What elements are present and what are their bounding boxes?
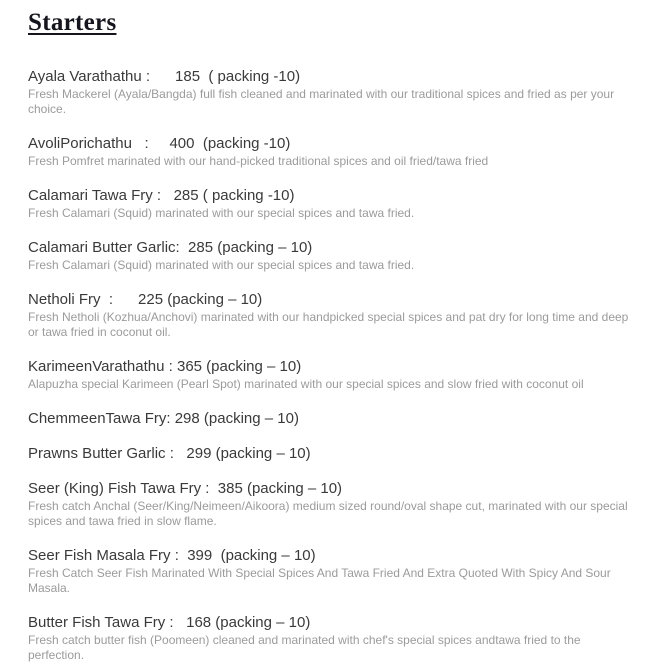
- menu-item-description: Alapuzha special Karimeen (Pearl Spot) marinated with our special spices and slow fried with coconut oil: [28, 377, 584, 391]
- menu-item-title: Seer (King) Fish Tawa Fry : 385 (packing – 10): [28, 480, 343, 497]
- menu-item-description: Fresh Calamari (Squid) marinated with our special spices and tawa fried.: [28, 258, 415, 272]
- menu-item: [28, 68, 630, 117]
- menu-item-title: ChemmeenTawa Fry: 298 (packing – 10): [28, 410, 299, 427]
- menu-item: [28, 239, 630, 273]
- menu-item: [28, 291, 630, 340]
- menu-item-title: AvoliPorichathu : 400 (packing -10): [28, 135, 291, 152]
- section-heading: Starters: [28, 9, 117, 36]
- menu-item: [28, 480, 630, 529]
- menu-item-title: Seer Fish Masala Fry : 399 (packing – 10): [28, 547, 316, 564]
- menu-item: [28, 187, 630, 221]
- menu-item: [28, 445, 630, 462]
- menu-item-description: Fresh Catch Seer Fish Marinated With Special Spices And Tawa Fried And Extra Quoted With Spicy And Sour Masala.: [28, 566, 611, 595]
- menu-item-title: Prawns Butter Garlic : 299 (packing – 10): [28, 445, 311, 462]
- menu-item-description: Fresh Netholi (Kozhua/Anchovi) marinated with our handpicked special spices and pat dry for long time and deep or tawa fried in coconut oil.: [28, 310, 629, 339]
- menu-item-description: Fresh Mackerel (Ayala/Bangda) full fish cleaned and marinated with our traditional spices and fried as per your choice.: [28, 87, 615, 116]
- menu-item: [28, 135, 630, 169]
- menu-item: [28, 410, 630, 427]
- menu-item-title: KarimeenVarathathu : 365 (packing – 10): [28, 358, 302, 375]
- menu-item-description: Fresh catch butter fish (Poomeen) cleaned and marinated with chef's special spices andtawa fried to the perfection.: [28, 633, 581, 662]
- menu-item: [28, 547, 630, 596]
- menu-item-title: Calamari Tawa Fry : 285 ( packing -10): [28, 187, 295, 204]
- menu-item: [28, 614, 630, 663]
- menu-item-description: Fresh catch Anchal (Seer/King/Neimeen/Aikoora) medium sized round/oval shape cut, marinated with our special spices and tawa fried in slow flame.: [28, 499, 628, 528]
- menu-item-title: Ayala Varathathu : 185 ( packing -10): [28, 68, 301, 85]
- menu-item-description: Fresh Calamari (Squid) marinated with our special spices and tawa fried.: [28, 206, 415, 220]
- menu-item-title: Calamari Butter Garlic: 285 (packing – 10): [28, 239, 313, 256]
- menu-item: [28, 358, 630, 392]
- menu-item-title: Butter Fish Tawa Fry : 168 (packing – 10): [28, 614, 311, 631]
- menu-item-title: Netholi Fry : 225 (packing – 10): [28, 291, 263, 308]
- menu-item-description: Fresh Pomfret marinated with our hand-picked traditional spices and oil fried/tawa fried: [28, 154, 489, 168]
